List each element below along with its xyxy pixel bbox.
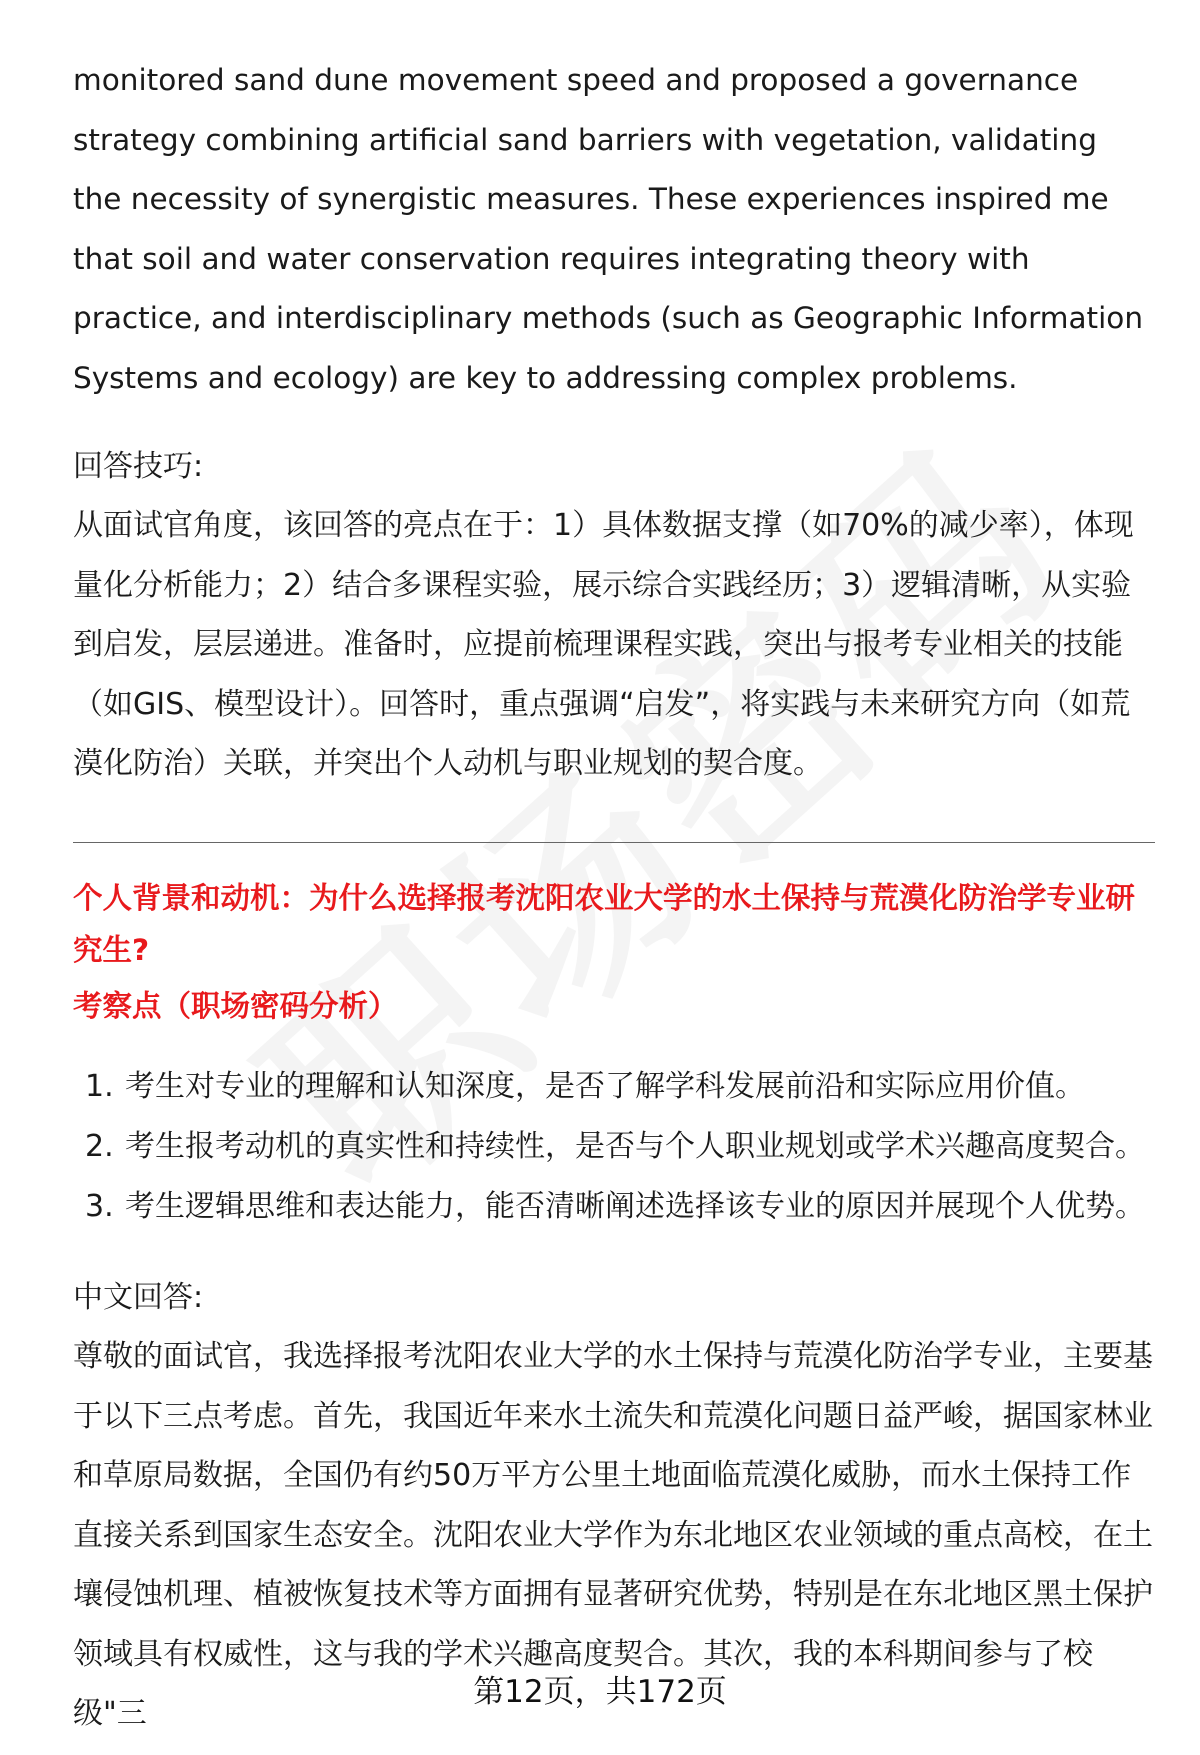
list-item	[73, 1057, 1153, 1117]
list-item	[73, 1117, 1153, 1177]
list-item	[73, 1177, 1153, 1237]
english-answer-paragraph: monitored sand dune movement speed and proposed a governance strategy combining artificial sand barriers with vegetation, validating the necessity of synergistic measures. These experiences inspired me that soil and water conservation requires integrating theory with practice, and interdisciplinary methods (such as Geographic Information Systems and ecology) are key to addressing complex problems.	[73, 63, 1144, 395]
tips-paragraph: 从面试官角度，该回答的亮点在于：1）具体数据支撑（如70%的减少率），体现量化分析能力；2）结合多课程实验，展示综合实践经历；3）逻辑清晰，从实验到启发，层层递进。准备时，应提前梳理课程实践，突出与报考专业相关的技能（如GIS、模型设计）。回答时，重点强调“启发”，将实践与未来研究方向（如荒漠化防治）关联，并突出个人动机与职业规划的契合度。	[73, 508, 1134, 781]
list-text: 考生对专业的理解和认知深度，是否了解学科发展前沿和实际应用价值。	[125, 1069, 1085, 1104]
section-divider	[73, 842, 1155, 843]
list-text: 考生逻辑思维和表达能力，能否清晰阐述选择该专业的原因并展现个人优势。	[125, 1189, 1145, 1224]
assessment-points-list	[73, 1057, 1153, 1237]
chinese-answer-label: 中文回答:	[73, 1280, 204, 1315]
tips-label: 回答技巧:	[73, 449, 204, 484]
list-number: 1.	[85, 1069, 114, 1104]
list-number: 3.	[85, 1189, 114, 1224]
list-text: 考生报考动机的真实性和持续性，是否与个人职业规划或学术兴趣高度契合。	[125, 1129, 1145, 1164]
question-heading: 个人背景和动机：为什么选择报考沈阳农业大学的水土保持与荒漠化防治学专业研究生?	[73, 881, 1136, 967]
list-number: 2.	[85, 1129, 114, 1164]
assessment-points-heading: 考察点（职场密码分析）	[73, 989, 398, 1023]
chinese-answer-paragraph: 尊敬的面试官，我选择报考沈阳农业大学的水土保持与荒漠化防治学专业，主要基于以下三点考虑。首先，我国近年来水土流失和荒漠化问题日益严峻，据国家林业和草原局数据，全国仍有约50万平方公里土地面临荒漠化威胁，而水土保持工作直接关系到国家生态安全。沈阳农业大学作为东北地区农业领域的重点高校，在土壤侵蚀机理、植被恢复技术等方面拥有显著研究优势，特别是在东北地区黑土保护领域具有权威性，这与我的学术兴趣高度契合。其次，我的本科期间参与了校级"三	[73, 1339, 1153, 1731]
page-number-footer: 第12页，共172页	[473, 1674, 727, 1710]
